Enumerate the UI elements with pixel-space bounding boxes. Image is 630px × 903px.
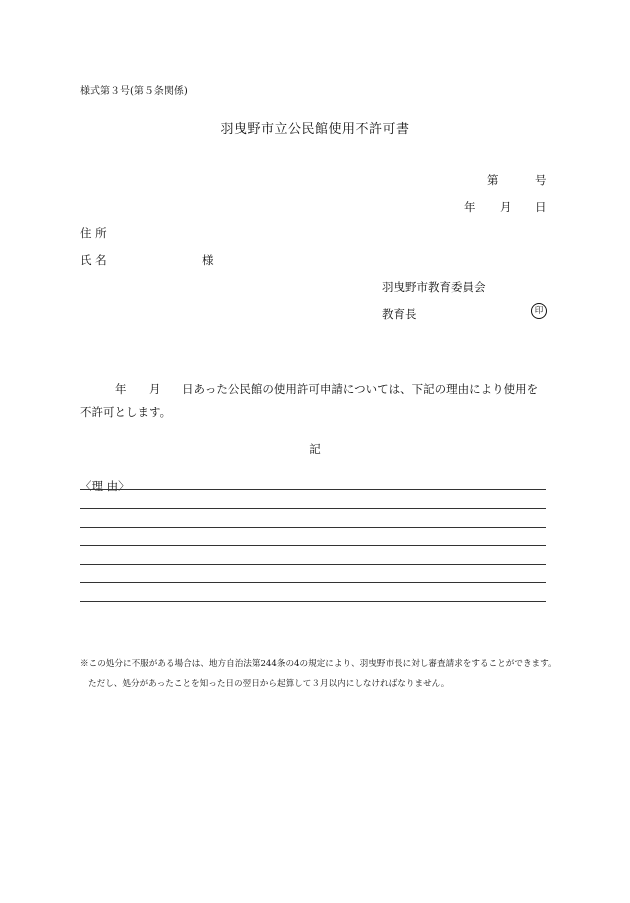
honorific: 様 <box>202 253 214 267</box>
body-text-line2: 不許可とします。 <box>80 405 172 419</box>
date-month: 月 <box>500 200 512 214</box>
reason-label: 〈理 由〉 <box>80 479 130 493</box>
document-title: 羽曳野市立公民館使用不許可書 <box>220 122 410 137</box>
reason-line <box>80 545 546 546</box>
reason-line <box>80 508 546 509</box>
seal-mark: 印 <box>531 303 547 319</box>
reason-line <box>80 582 546 583</box>
date-day: 日 <box>535 200 547 214</box>
body-month: 月 <box>149 382 161 396</box>
address-label: 住 所 <box>80 226 107 240</box>
issuer-organization: 羽曳野市教育委員会 <box>382 280 486 294</box>
body-year: 年 <box>115 382 127 396</box>
doc-number-suffix: 号 <box>535 173 547 187</box>
reason-line <box>80 527 546 528</box>
reason-line <box>80 489 546 490</box>
form-number: 様式第３号(第５条関係) <box>80 86 188 97</box>
body-text-line1: 日あった公民館の使用許可申請については、下記の理由により使用を <box>182 382 539 396</box>
issuer-title: 教育長 <box>382 307 417 321</box>
record-label: 記 <box>309 442 321 456</box>
doc-number-prefix: 第 <box>487 173 499 187</box>
reason-line <box>80 601 546 602</box>
date-year: 年 <box>464 200 476 214</box>
reason-line <box>80 564 546 565</box>
name-label: 氏 名 <box>80 253 107 267</box>
footnote-deadline: ただし、処分があったことを知った日の翌日から起算して３月以内にしなければなりません。 <box>88 679 450 689</box>
footnote-appeal: ※この処分に不服がある場合は、地方自治法第244条の4の規定により、羽曳野市長に対し審査請求をすることができます。 <box>80 659 557 669</box>
